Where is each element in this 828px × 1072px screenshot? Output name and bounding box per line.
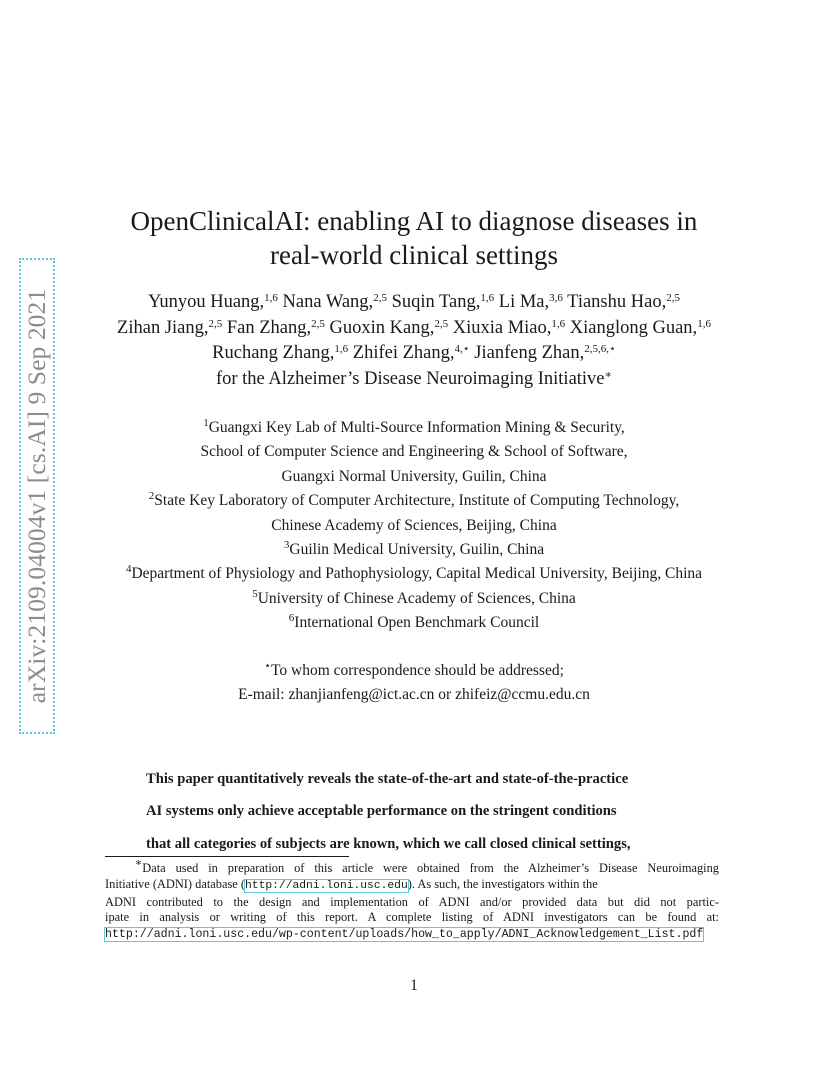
title-line-1: OpenClinicalAI: enabling AI to diagnose diseases in <box>130 206 698 236</box>
correspondence-line <box>0 659 828 683</box>
footnote-line: ADNI contributed to the design and implementation of ADNI and/or provided data but did not partic- <box>105 894 719 909</box>
affiliation-line <box>0 489 828 513</box>
author-affiliation-sup: 3,6 <box>549 292 563 304</box>
author-affiliation-sup: 1,6 <box>264 292 278 304</box>
title-line-2: real-world clinical settings <box>270 240 558 270</box>
author-line <box>0 341 828 367</box>
affiliation-number: 6 <box>288 612 295 625</box>
affiliation-text: Department of Physiology and Pathophysiology, Capital Medical University, Beijing, China <box>131 565 703 583</box>
affiliation-number: 1 <box>203 417 209 429</box>
paper-title <box>0 204 828 272</box>
affiliation-number: 3 <box>283 539 290 552</box>
author-affiliation-sup: 1,6 <box>551 317 566 330</box>
footnote-marker: ∗ <box>134 857 143 869</box>
affiliation-number: 4 <box>125 563 132 576</box>
footnote-line <box>105 857 719 877</box>
author-name: Xianglong Guan, <box>569 317 698 338</box>
author-affiliation-sup: 2,5 <box>311 317 325 330</box>
abstract-line: that all categories of subjects are known, which we call closed clinical settings, <box>146 835 631 852</box>
author-name: Zihan Jiang, <box>117 317 209 338</box>
affiliation-text: Guangxi Key Lab of Multi-Source Information Mining & Security, <box>208 419 625 436</box>
adni-acknowledgement-link[interactable]: http://adni.loni.usc.edu/wp-content/uploads/how_to_apply/ADNI_Acknowledgement_List.pdf <box>105 928 704 942</box>
author-name: Zhifei Zhang, <box>352 343 455 363</box>
author-name: Xiuxia Miao, <box>452 317 552 338</box>
author-affiliation-sup: 1,6 <box>480 292 495 304</box>
author-affiliation-sup: 2,5,6,⋆ <box>584 343 616 355</box>
abstract-line: This paper quantitatively reveals the state-of-the-art and state-of-the-practice <box>146 771 629 787</box>
author-line <box>0 290 828 316</box>
author-affiliation-sup: 2,5 <box>373 292 387 304</box>
footnote-text: Data used in preparation of this article were obtained from the Alzheimer’s Disease Neuroimaging <box>142 861 719 875</box>
page-number: 1 <box>410 977 418 994</box>
footnote-line <box>105 877 719 895</box>
author-name: Yunyou Huang, <box>148 292 265 312</box>
affiliation-line <box>0 465 828 489</box>
affiliation-line <box>0 611 828 635</box>
affiliations <box>0 416 828 636</box>
affiliation-line <box>0 440 828 464</box>
affiliation-line <box>0 514 828 538</box>
author-name: Suqin Tang, <box>391 292 481 312</box>
affiliation-line <box>0 416 828 440</box>
affiliation-text: International Open Benchmark Council <box>294 614 540 632</box>
author-affiliation-sup: 1,6 <box>334 343 349 355</box>
correspondence <box>0 659 828 708</box>
author-affiliation-sup: 2,5 <box>666 292 680 304</box>
arxiv-stamp[interactable]: arXiv:2109.04004v1 [cs.AI] 9 Sep 2021 <box>19 258 55 734</box>
footnote-marker[interactable]: ∗ <box>604 368 613 381</box>
abstract-line: AI systems only achieve acceptable performance on the stringent conditions <box>146 803 617 820</box>
affiliation-text: Guilin Medical University, Guilin, China <box>289 541 545 559</box>
footnote-text: Initiative (ADNI) database ( <box>105 876 246 891</box>
abstract <box>146 763 706 860</box>
affiliation-text: Guangxi Normal University, Guilin, China <box>281 467 547 485</box>
footnote <box>105 857 719 943</box>
consortium-line <box>0 367 828 393</box>
affiliation-line <box>0 562 828 586</box>
author-line <box>0 316 828 342</box>
consortium-text: for the Alzheimer’s Disease Neuroimaging Initiative <box>215 368 605 389</box>
author-affiliation-sup: 2,5 <box>208 317 223 330</box>
affiliation-line <box>0 587 828 611</box>
author-name: Li Ma, <box>498 292 550 312</box>
footnote-line <box>105 926 719 943</box>
correspondence-text: To whom correspondence should be addressed; <box>270 662 564 679</box>
author-affiliation-sup: 4,⋆ <box>454 343 470 355</box>
author-name: Fan Zhang, <box>226 317 312 338</box>
author-list <box>0 290 828 392</box>
affiliation-line <box>0 538 828 562</box>
author-affiliation-sup: 1,6 <box>697 317 711 330</box>
author-name: Jianfeng Zhan, <box>474 343 585 363</box>
affiliation-text: State Key Laboratory of Computer Architecture, Institute of Computing Technology, <box>154 492 680 510</box>
affiliation-number: 2 <box>148 490 155 503</box>
author-name: Guoxin Kang, <box>329 317 435 338</box>
affiliation-text: University of Chinese Academy of Sciences, China <box>257 589 576 607</box>
adni-link[interactable]: http://adni.loni.usc.edu <box>245 879 408 892</box>
author-name: Nana Wang, <box>282 292 374 312</box>
author-affiliation-sup: 2,5 <box>434 317 449 330</box>
footnote-text: ). As such, the investigators within the <box>407 876 598 891</box>
email-line: E-mail: zhanjianfeng@ict.ac.cn or zhifeiz@ccmu.edu.cn <box>238 686 590 704</box>
affiliation-number: 5 <box>252 587 258 600</box>
author-name: Tianshu Hao, <box>567 292 667 312</box>
affiliation-text: Chinese Academy of Sciences, Beijing, China <box>271 516 557 534</box>
author-name: Ruchang Zhang, <box>212 343 335 363</box>
correspondence-marker: ⋆ <box>264 660 271 672</box>
footnote-line: ipate in analysis or writing of this report. A complete listing of ADNI investigators can be found at: <box>105 910 719 925</box>
affiliation-text: School of Computer Science and Engineering & School of Software, <box>200 443 628 461</box>
